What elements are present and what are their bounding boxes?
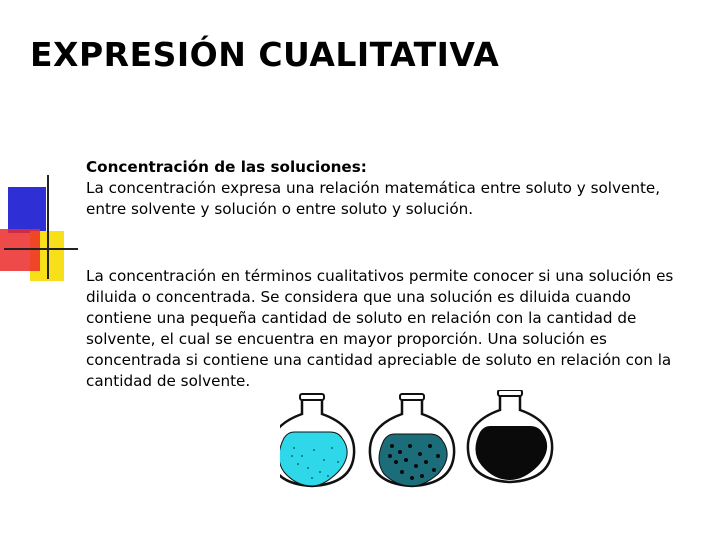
section-heading: Concentración de las soluciones: — [86, 158, 367, 176]
deco-blue-square — [8, 187, 46, 233]
paragraph-qualitative: La concentración en términos cualitativos permite conocer si una solución es diluida o concentrada. Se considera que una solución es diluida cuando contiene una pequeña cantidad de soluto en relación con la cantidad de solvente, el cual se encuentra en mayor proporción. Una solución es concentrada si contiene una cantidad apreciable de soluto en relación con la cantidad de solvente. — [86, 267, 674, 390]
flask-concentrated-icon — [468, 390, 552, 482]
flask-diluted-icon — [280, 394, 354, 486]
concentration-intro — [86, 157, 696, 220]
flask-medium-icon — [370, 394, 454, 486]
flasks-illustration — [280, 390, 570, 490]
slide-title: EXPRESIÓN CUALITATIVA — [30, 35, 500, 74]
paragraph-definition: La concentración expresa una relación matemática entre soluto y solvente, entre solvente y solución o entre soluto y solución. — [86, 179, 661, 218]
decorative-squares — [0, 175, 80, 285]
